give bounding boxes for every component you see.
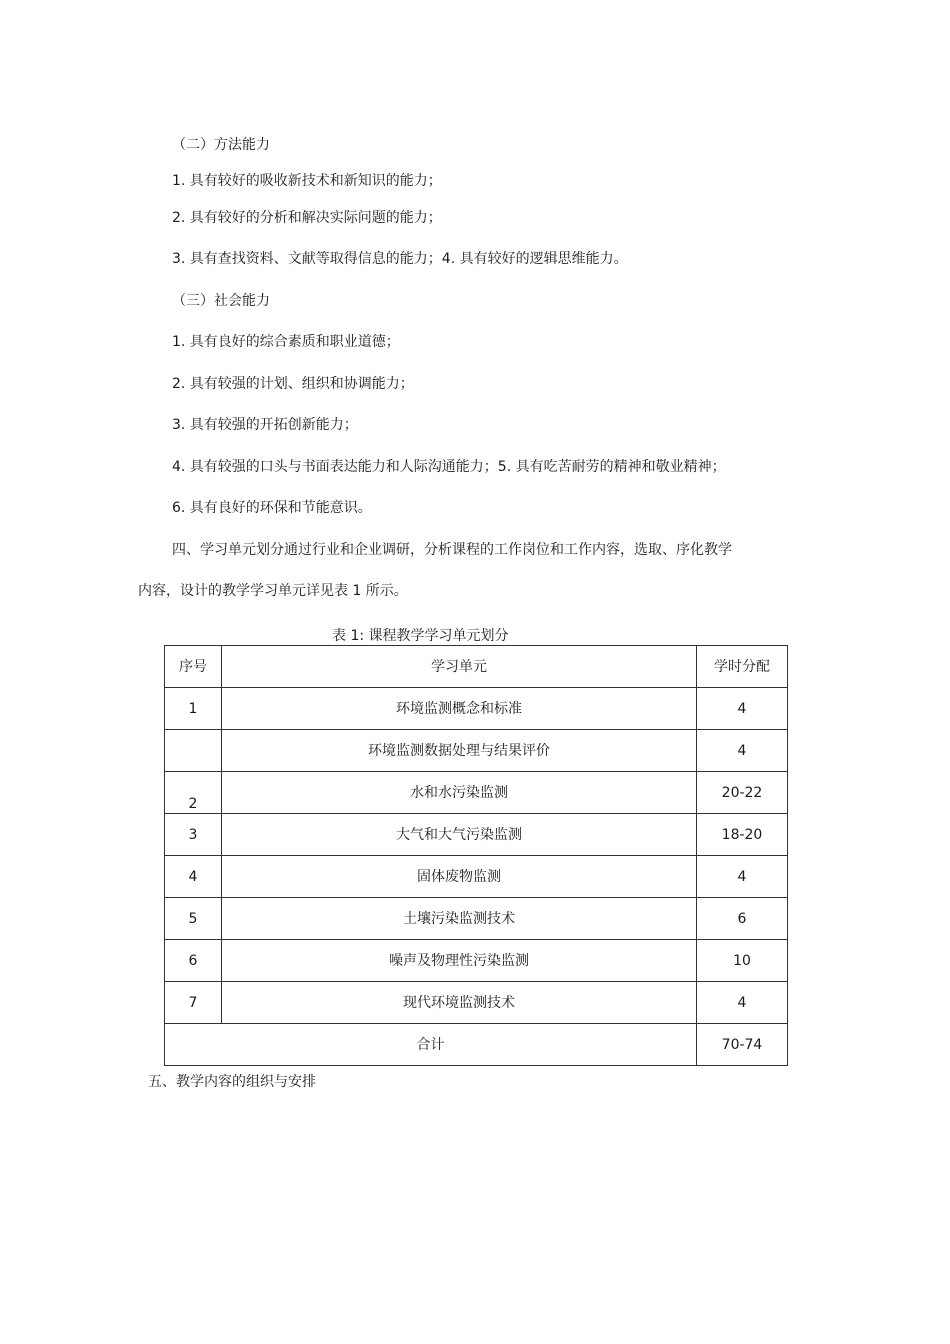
row-hours: 20-22 — [697, 772, 788, 814]
row-unit: 土壤污染监测技术 — [222, 898, 697, 940]
method-ability-item-1: 1. 具有较好的吸收新技术和新知识的能力； — [172, 173, 442, 189]
table-row — [165, 814, 788, 856]
row-hours: 4 — [697, 688, 788, 730]
row-number: 1 — [165, 688, 222, 730]
section4-paragraph-line1: 四、学习单元划分通过行业和企业调研，分析课程的工作岗位和工作内容，选取、序化教学 — [172, 542, 732, 558]
section5-heading: 五、教学内容的组织与安排 — [148, 1074, 316, 1090]
row-hours: 4 — [697, 730, 788, 772]
row-unit: 环境监测概念和标准 — [222, 688, 697, 730]
row-hours: 4 — [697, 982, 788, 1024]
row-number: 7 — [165, 982, 222, 1024]
row-hours: 6 — [697, 898, 788, 940]
header-number: 序号 — [165, 646, 222, 688]
social-ability-item-5: 6. 具有良好的环保和节能意识。 — [172, 500, 372, 516]
row-hours: 18-20 — [697, 814, 788, 856]
social-ability-item-4: 4. 具有较强的口头与书面表达能力和人际沟通能力；5. 具有吃苦耐劳的精神和敬业精神； — [172, 459, 726, 475]
table-header-row — [165, 646, 788, 688]
row-hours: 4 — [697, 856, 788, 898]
row-number: 6 — [165, 940, 222, 982]
table-row — [165, 730, 788, 772]
table-total-row — [165, 1024, 788, 1066]
header-unit: 学习单元 — [222, 646, 697, 688]
table-row — [165, 982, 788, 1024]
row-unit: 固体废物监测 — [222, 856, 697, 898]
table-row — [165, 772, 788, 814]
row-unit: 环境监测数据处理与结果评价 — [222, 730, 697, 772]
total-label: 合计 — [165, 1024, 697, 1066]
total-hours: 70-74 — [697, 1024, 788, 1066]
method-ability-item-2: 2. 具有较好的分析和解决实际问题的能力； — [172, 210, 442, 226]
header-hours: 学时分配 — [697, 646, 788, 688]
table-row — [165, 898, 788, 940]
table-caption: 表 1: 课程教学学习单元划分 — [332, 628, 509, 644]
table-row — [165, 856, 788, 898]
section4-paragraph-line2: 内容，设计的教学学习单元详见表 1 所示。 — [138, 583, 408, 599]
social-ability-item-2: 2. 具有较强的计划、组织和协调能力； — [172, 376, 414, 392]
row-number: 2 — [165, 772, 222, 814]
row-hours: 10 — [697, 940, 788, 982]
row-unit: 噪声及物理性污染监测 — [222, 940, 697, 982]
social-ability-heading: （三）社会能力 — [172, 293, 270, 309]
row-number: 3 — [165, 814, 222, 856]
row-number: 4 — [165, 856, 222, 898]
row-number — [165, 730, 222, 772]
method-ability-heading: （二）方法能力 — [172, 137, 270, 153]
social-ability-item-1: 1. 具有良好的综合素质和职业道德； — [172, 334, 400, 350]
social-ability-item-3: 3. 具有较强的开拓创新能力； — [172, 417, 358, 433]
learning-units-table — [164, 645, 788, 1066]
method-ability-item-3: 3. 具有查找资料、文献等取得信息的能力；4. 具有较好的逻辑思维能力。 — [172, 251, 628, 267]
table-row — [165, 940, 788, 982]
row-number: 5 — [165, 898, 222, 940]
row-unit: 现代环境监测技术 — [222, 982, 697, 1024]
row-unit: 大气和大气污染监测 — [222, 814, 697, 856]
row-unit: 水和水污染监测 — [222, 772, 697, 814]
table-row — [165, 688, 788, 730]
